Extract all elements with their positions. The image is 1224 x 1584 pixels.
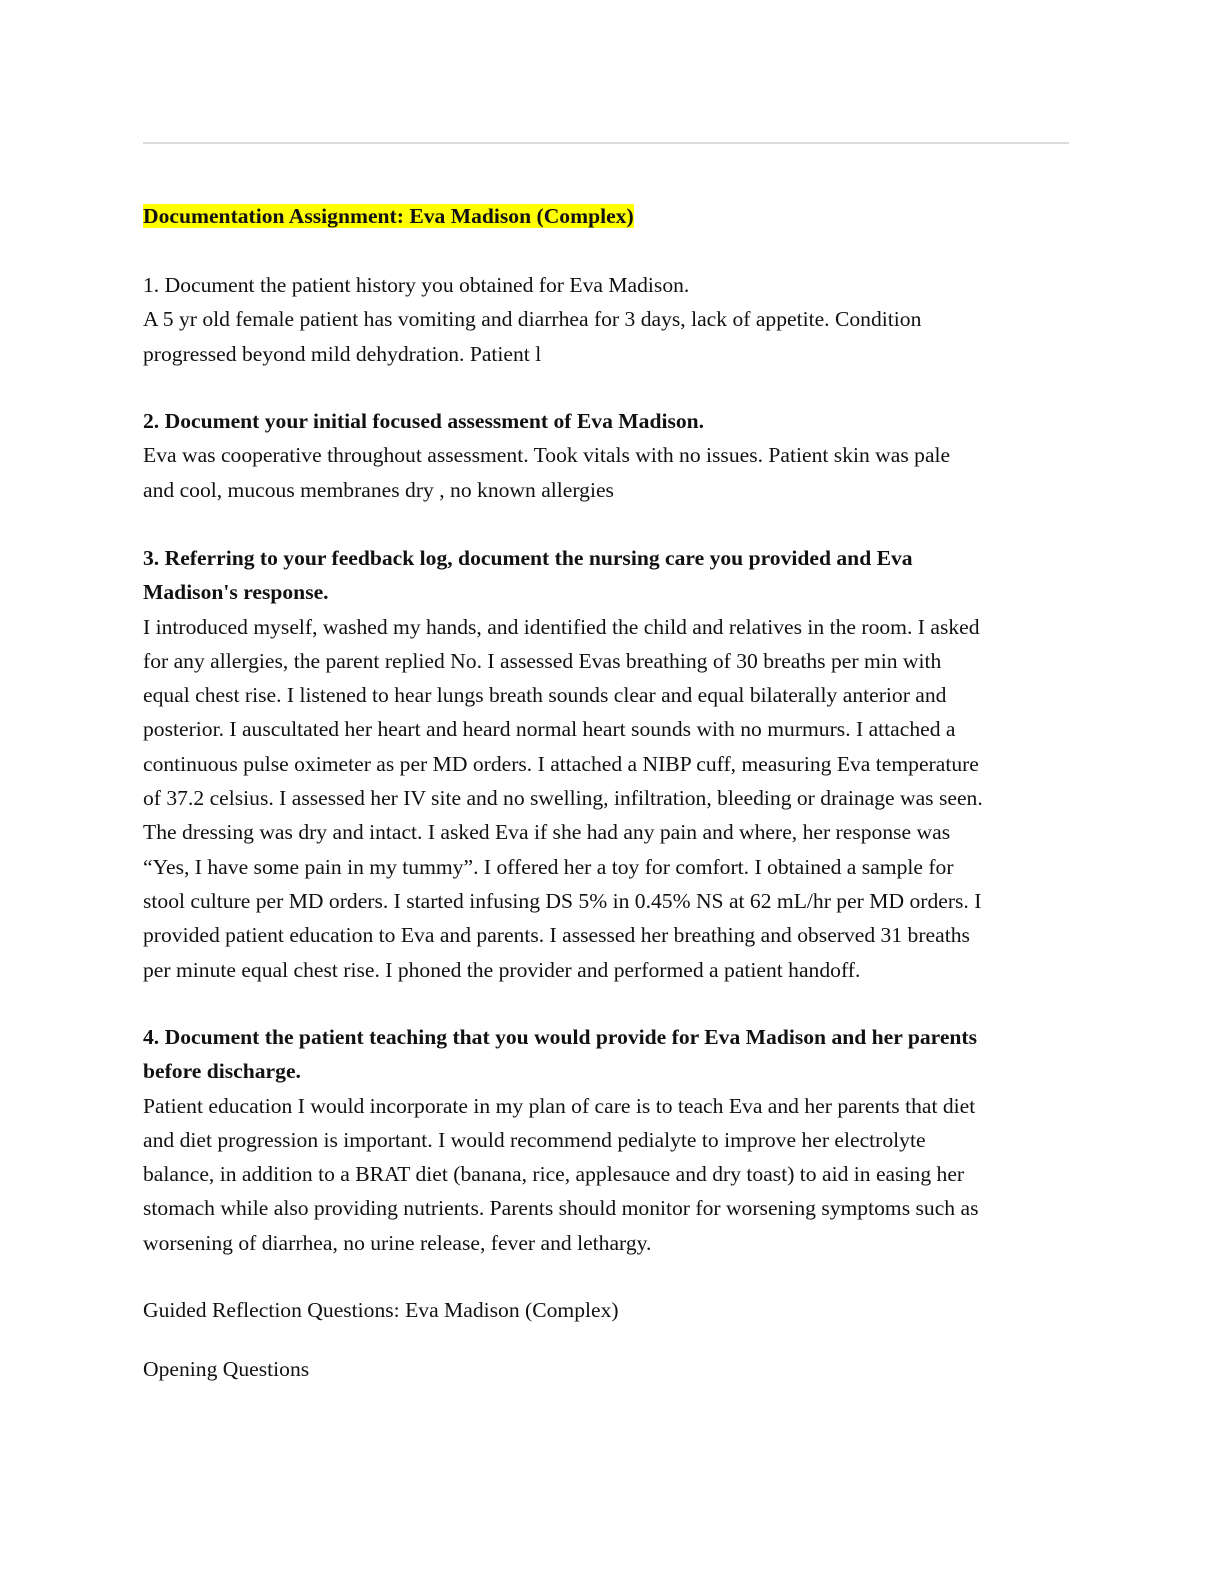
answer-line: A 5 yr old female patient has vomiting and diarrhea for 3 days, lack of appetite. Condition — [143, 307, 922, 332]
question-line: 1. Document the patient history you obtained for Eva Madison. — [143, 273, 690, 297]
section-1 — [143, 268, 1083, 371]
section-3 — [143, 541, 1083, 987]
answer-line: and diet progression is important. I would recommend pedialyte to improve her electrolyte — [143, 1127, 926, 1152]
guided-reflection-heading: Guided Reflection Questions: Eva Madison (Complex) — [143, 1298, 619, 1322]
question-line: 4. Document the patient teaching that you would provide for Eva Madison and her parents — [143, 1025, 978, 1049]
answer-line: balance, in addition to a BRAT diet (banana, rice, applesauce and dry toast) to aid in easing her — [143, 1162, 965, 1187]
opening-questions-heading: Opening Questions — [143, 1357, 310, 1381]
answer-line: Eva was cooperative throughout assessment. Took vitals with no issues. Patient skin was pale — [143, 443, 951, 468]
answer-line: stool culture per MD orders. I started infusing DS 5% in 0.45% NS at 62 mL/hr per MD orders. I — [143, 888, 982, 913]
answer-line: Patient education I would incorporate in my plan of care is to teach Eva and her parents that diet — [143, 1093, 976, 1118]
answer-line: provided patient education to Eva and parents. I assessed her breathing and observed 31 breaths — [143, 923, 970, 948]
answer-line: of 37.2 celsius. I assessed her IV site and no swelling, infiltration, bleeding or drainage was seen. — [143, 786, 983, 811]
answer-line: stomach while also providing nutrients. Parents should monitor for worsening symptoms such as — [143, 1196, 979, 1221]
title-highlighted: Documentation Assignment: Eva Madison (Complex) — [143, 204, 634, 228]
question-line: before discharge. — [143, 1059, 301, 1084]
document-title — [143, 199, 1083, 233]
question-line: 3. Referring to your feedback log, document the nursing care you provided and Eva — [143, 546, 913, 570]
horizontal-rule — [143, 142, 1069, 144]
answer-line: worsening of diarrhea, no urine release, fever and lethargy. — [143, 1230, 652, 1255]
section-4 — [143, 1020, 1083, 1260]
answer-line: for any allergies, the parent replied No. I assessed Evas breathing of 30 breaths per min with — [143, 648, 942, 673]
section-2 — [143, 404, 1083, 507]
answer-line: progressed beyond mild dehydration. Patient l — [143, 341, 542, 366]
answer-line: The dressing was dry and intact. I asked Eva if she had any pain and where, her response was — [143, 820, 951, 845]
answer-line: per minute equal chest rise. I phoned the provider and performed a patient handoff. — [143, 957, 861, 982]
answer-line: posterior. I auscultated her heart and heard normal heart sounds with no murmurs. I attached a — [143, 717, 956, 742]
answer-line: continuous pulse oximeter as per MD orders. I attached a NIBP cuff, measuring Eva temperature — [143, 751, 979, 776]
question-line: 2. Document your initial focused assessment of Eva Madison. — [143, 409, 705, 433]
question-line: Madison's response. — [143, 580, 329, 605]
answer-line: I introduced myself, washed my hands, and identified the child and relatives in the room. I asked — [143, 614, 980, 639]
answer-line: equal chest rise. I listened to hear lungs breath sounds clear and equal bilaterally anterior and — [143, 683, 947, 708]
answer-line: and cool, mucous membranes dry , no known allergies — [143, 477, 614, 502]
answer-line: “Yes, I have some pain in my tummy”. I offered her a toy for comfort. I obtained a sample for — [143, 854, 954, 879]
